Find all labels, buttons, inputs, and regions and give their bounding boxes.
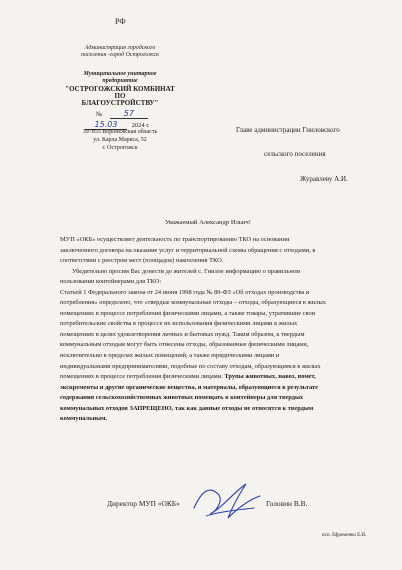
letter-body xyxy=(60,235,358,425)
number-handwritten: 57 xyxy=(110,109,148,119)
body-line: потребительские свойства в процессе их использования физическими лицами в жилых xyxy=(60,320,298,328)
org-type-line-2: предприятие xyxy=(102,78,138,84)
body-line: заключенного договора на оказание услуг и территориальной схемы обращения с отходами, в xyxy=(60,246,316,254)
address-line-1: 397855 Воронежская область xyxy=(82,129,158,135)
date-handwritten: 15.03 xyxy=(85,120,127,130)
body-line: Статьей 1 Федерального закона от 24 июня 1998 года № 89-ФЗ «Об отходах производства и xyxy=(60,288,310,296)
outgoing-number xyxy=(96,109,148,119)
number-prefix: № xyxy=(96,111,103,118)
org-name-line-1: "ОСТРОГОЖСКИЙ КОМБИНАТ xyxy=(65,85,175,93)
addressee-line-1: Главе администрации Гниловского xyxy=(236,126,340,134)
org-type-line-1: Муниципальное унитарное xyxy=(83,71,157,77)
body-line-bold: коммунальным. xyxy=(60,415,108,423)
body-line: исключительно в пределах жилых помещений, а также юридическими лицами и xyxy=(60,352,280,360)
body-line: коммунальным отходам могут быть отнесены отходы, образованные физическими лицами, xyxy=(60,341,309,349)
body-line: пользовании контейнерами для ТКО: xyxy=(60,278,162,286)
admin-line-2: поселения -город Острогожск xyxy=(80,52,159,58)
body-line: Убедительно просим Вас донести до жителей с. Гнилое информацию о правильном xyxy=(72,267,300,275)
signer-position: Директор МУП «ОКБ» xyxy=(107,499,180,508)
body-line: индивидуальными предпринимателями, подобные по составу отходам, образующимся в жилых xyxy=(60,362,321,370)
body-line-bold: экскременты и другие органические вещества, и материалы, образующиеся в результате xyxy=(60,383,319,391)
admin-line-1: Администрация городского xyxy=(84,45,156,51)
addressee-name: Журавлеву А.И. xyxy=(300,175,348,183)
address-line-2: ул. Карла Маркса, 52 xyxy=(93,137,147,143)
body-line: помещениях в процессе потребления физическими лицами, а также товары, утратившие свои xyxy=(60,309,316,317)
body-line-bold: коммунальных отходов ЗАПРЕЩЕНО, так как данные отходы не относятся к твердым xyxy=(60,404,314,412)
executor-note: исп. Ефременко Е.И. xyxy=(322,533,367,538)
org-name-line-3: БЛАГОУСТРОЙСТВУ" xyxy=(81,99,159,107)
body-line: МУП «ОКБ» осуществляет деятельность по транспортированию ТКО на основании xyxy=(60,236,290,243)
handwritten-signature-icon xyxy=(188,478,270,528)
body-line: соответствии с реестром мест (площадок) накопления ТКО. xyxy=(60,257,224,265)
body-text: помещениях в процессе потребления физическими лицами. xyxy=(60,373,225,381)
signer-name: Головин В.В. xyxy=(266,499,308,508)
address-line-3: г. Острогожск xyxy=(102,145,138,151)
body-line: помещениях в целях удовлетворения личных и бытовых нужд. Таким образом, к твердым xyxy=(60,330,305,338)
body-line: потребления» определено, что «твердые коммунальные отходы – отходы, образующиеся в жилых xyxy=(60,299,327,307)
org-name-line-2: ПО xyxy=(114,92,126,100)
emblem-label: РФ xyxy=(115,17,126,26)
salutation: Уважаемый Александр Ильич! xyxy=(165,219,251,226)
body-line-bold: содержания сельскохозяйственных животных помещать в контейнеры для твердых xyxy=(60,394,304,402)
body-line-mixed xyxy=(60,372,358,383)
date-year: 2024 г. xyxy=(131,122,150,129)
addressee-line-2: сельского поселения xyxy=(264,150,326,158)
body-text-bold: Трупы животных, навоз, помет, xyxy=(224,373,316,381)
